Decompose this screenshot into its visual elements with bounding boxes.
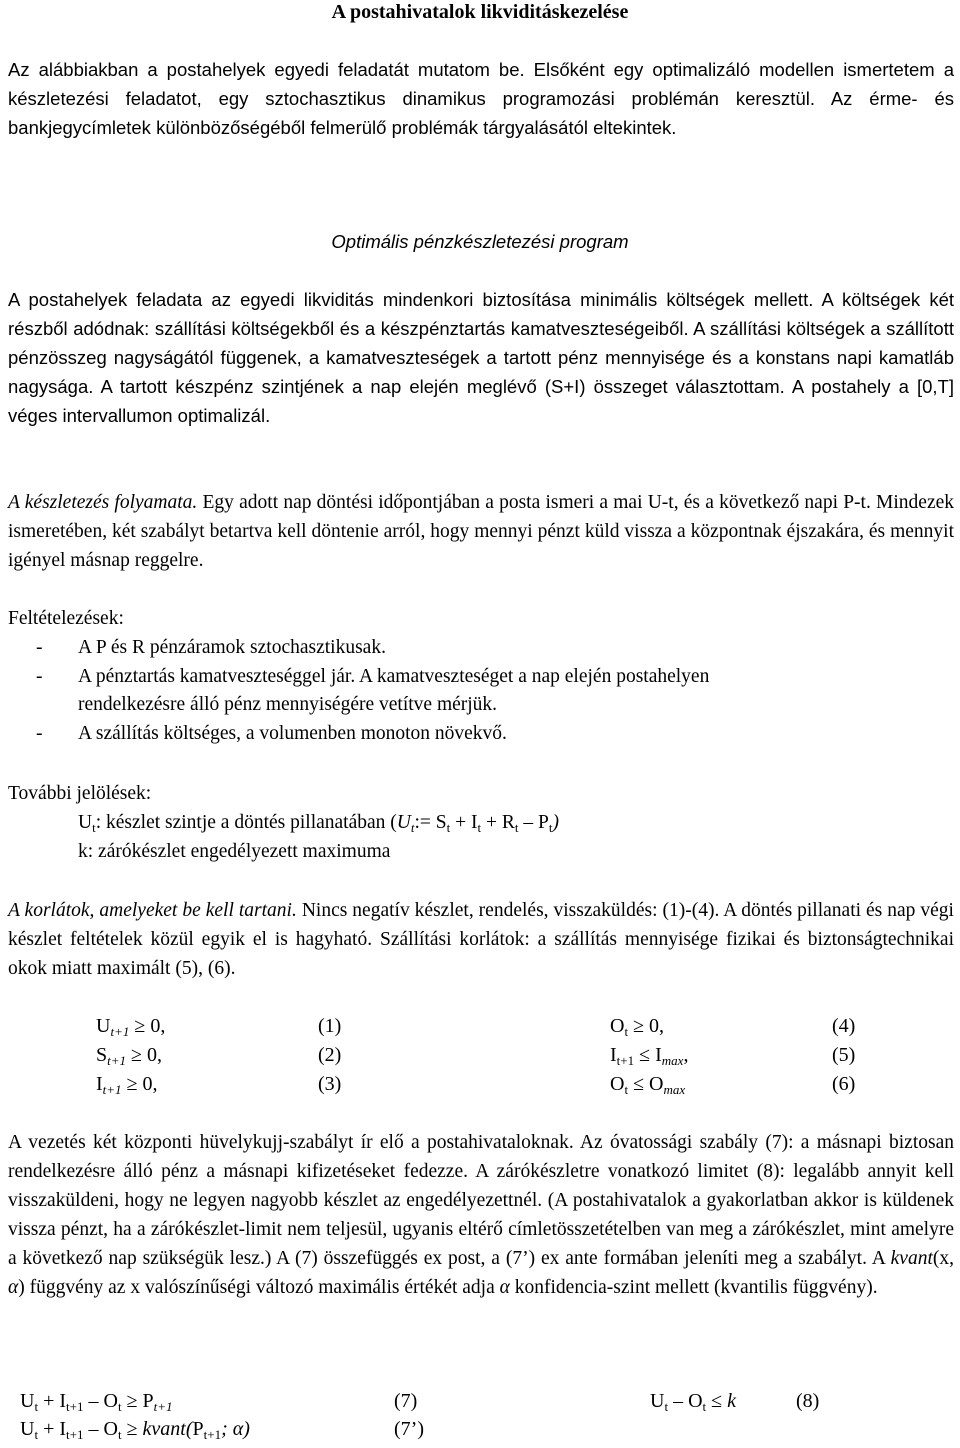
assumptions-heading: Feltételezések: [8, 608, 124, 629]
paragraph-costs: A postahelyek feladata az egyedi likviditás mindenkori biztosítása minimális költségek mellett. A költségek két részből adódnak: szállítási költségekből és a készpénztartás kamatveszteségeiből. A szállítási költségek a szállított pénzösszeg nagyságától függenek, a kamatveszteségek a tartott pénz mennyisége és a konstans napi kamatláb nagysága. A tartott készpénz szintjének a nap elején meglévő (S+I) összeget választottam. A postahely a [0,T] véges intervallumon optimalizál. [8, 289, 954, 426]
constraint-5: $I_{t+1} \le I_{max}$, [610, 1044, 689, 1068]
constraints-text: Nincs negatív készlet, rendelés, visszaküldés: (1)-(4). A döntés pillanati és nap végi készlet feltételek közül egyik el is hagyható. Szállítási korlátok: a szállítás mennyisége fizikai és biztonságtechnikai okok miatt maximált (5), (6). [8, 900, 954, 979]
rules-text-d: konfidencia-szint mellett (kvantilis függvény). [509, 1277, 878, 1298]
constraint-2-number: (2) [318, 1044, 342, 1066]
def-close: ) [552, 812, 560, 833]
notation-u [78, 809, 559, 837]
rule-7-prime-formula: $U_t + I_{t+1} - O_t$ ≥ $kvant(P_{t+1}$; α) [20, 1418, 250, 1442]
constraint-1-number: (1) [318, 1015, 342, 1037]
subscript: t [446, 820, 451, 835]
subscript: t [514, 820, 519, 835]
subscript: t [410, 820, 415, 835]
constraint-4-number: (4) [832, 1015, 856, 1037]
rule-7-number: (7) [394, 1390, 418, 1412]
paragraph-constraints [8, 896, 954, 983]
notation-heading: További jelölések: [8, 783, 152, 804]
rules-alpha: α [8, 1277, 19, 1298]
rule-8-number: (8) [796, 1390, 820, 1412]
bullet-text: A pénztartás kamatveszteséggel jár. A kamatveszteséget a nap elején postahelyen [78, 666, 710, 687]
constraint-6-number: (6) [832, 1073, 856, 1095]
notation-k: k: zárókészlet engedélyezett maximuma [78, 841, 391, 862]
rule-7-prime-number: (7’) [394, 1418, 424, 1440]
def-plus-r: + R [481, 812, 515, 833]
bullet-dash: - [36, 723, 43, 744]
subscript: t [477, 820, 482, 835]
rules-text-b: (x, [932, 1248, 954, 1269]
constraint-1: $U_{t+1} \ge 0$, [96, 1015, 166, 1039]
constraint-2: $S_{t+1} \ge 0$, [96, 1044, 162, 1068]
rule-7-formula: $U_t + I_{t+1} - O_t \ge P_{t+1}$ [20, 1390, 173, 1414]
rules-alpha-2: α [499, 1277, 510, 1298]
bullet-text: A P és R pénzáramok sztochasztikusak. [78, 637, 386, 658]
def-minus-p: – P [518, 812, 549, 833]
def-plus-i: + I [450, 812, 478, 833]
section-heading: Optimális pénzkészletezési program [331, 231, 629, 252]
constraint-5-number: (5) [832, 1044, 856, 1066]
rules-text-a: A vezetés két központi hüvelykujj-szabályt ír elő a postahivataloknak. Az óvatossági szabály (7): a másnapi biztosan rendelkezésre álló pénz a másnapi kifizetéseket fedezze. A zárókészletre vonatkozó limitet (8): legalább annyit kell visszaküldeni, hogy ne legyen nagyobb készlet az engedélyezettnél. (A postahivatalok a gyakorlatban akkor is küldenek vissza pénzt, ha a zárókészlet-limit nem teljesül, ugyanis eltérő címletösszetételben van meg a zárókészlet, mint amelyre a következő nap szükségük lesz.) A (7) összefüggés ex post, a (7’) ex ante formában jeleníti meg a szabályt. A [8, 1132, 954, 1269]
subscript: t [92, 820, 96, 835]
constraint-4: $O_t \ge 0$, [610, 1015, 665, 1039]
constraint-3-number: (3) [318, 1073, 342, 1095]
notation-u-desc: : készlet szintje a döntés pillanatában ( [95, 812, 397, 833]
subscript: t [548, 820, 553, 835]
rules-kvant: kvant [890, 1248, 933, 1269]
page-title: A postahivatalok likviditáskezelése [331, 1, 629, 23]
def-u: U [396, 812, 411, 833]
rules-text-c: ) függvény az x valószínűségi változó maximális értékét adja [18, 1277, 500, 1298]
bullet-dash: - [36, 666, 43, 687]
paragraph-process [8, 488, 954, 575]
process-lead: A készletezés folyamata. [8, 492, 198, 513]
bullet-dash: - [36, 637, 43, 658]
bullet-text: A szállítás költséges, a volumenben monoton növekvő. [78, 723, 507, 744]
paragraph-rules [8, 1128, 954, 1302]
symbol-u: U [78, 812, 93, 833]
constraint-3: $I_{t+1} \ge 0$, [96, 1073, 158, 1097]
bullet-text-cont: rendelkezésre álló pénz mennyiségére vetítve mérjük. [78, 694, 498, 715]
intro-paragraph: Az alábbiakban a postahelyek egyedi feladatát mutatom be. Elsőként egy optimalizáló modellen ismertetem a készletezési feladatot, egy sztochasztikus dinamikus programozási problémán keresztül. Az érme- és bankjegycímletek különbözőségéből felmerülő problémák tárgyalásától eltekintek. [8, 59, 954, 138]
process-text: Egy adott nap döntési időpontjában a posta ismeri a mai U-t, és a következő napi P-t. Mindezek ismeretében, két szabályt betartva kell döntenie arról, hogy mennyi pénzt küld vissza a központnak éjszakára, és mennyit igényel másnap reggelre. [8, 492, 955, 571]
constraints-lead: A korlátok, amelyeket be kell tartani. [8, 900, 297, 921]
rule-8-formula: $U_t - O_t \le k$ [650, 1390, 737, 1414]
constraint-6: $O_t \le O_{max}$ [610, 1073, 686, 1097]
def-assign: := S [414, 812, 447, 833]
